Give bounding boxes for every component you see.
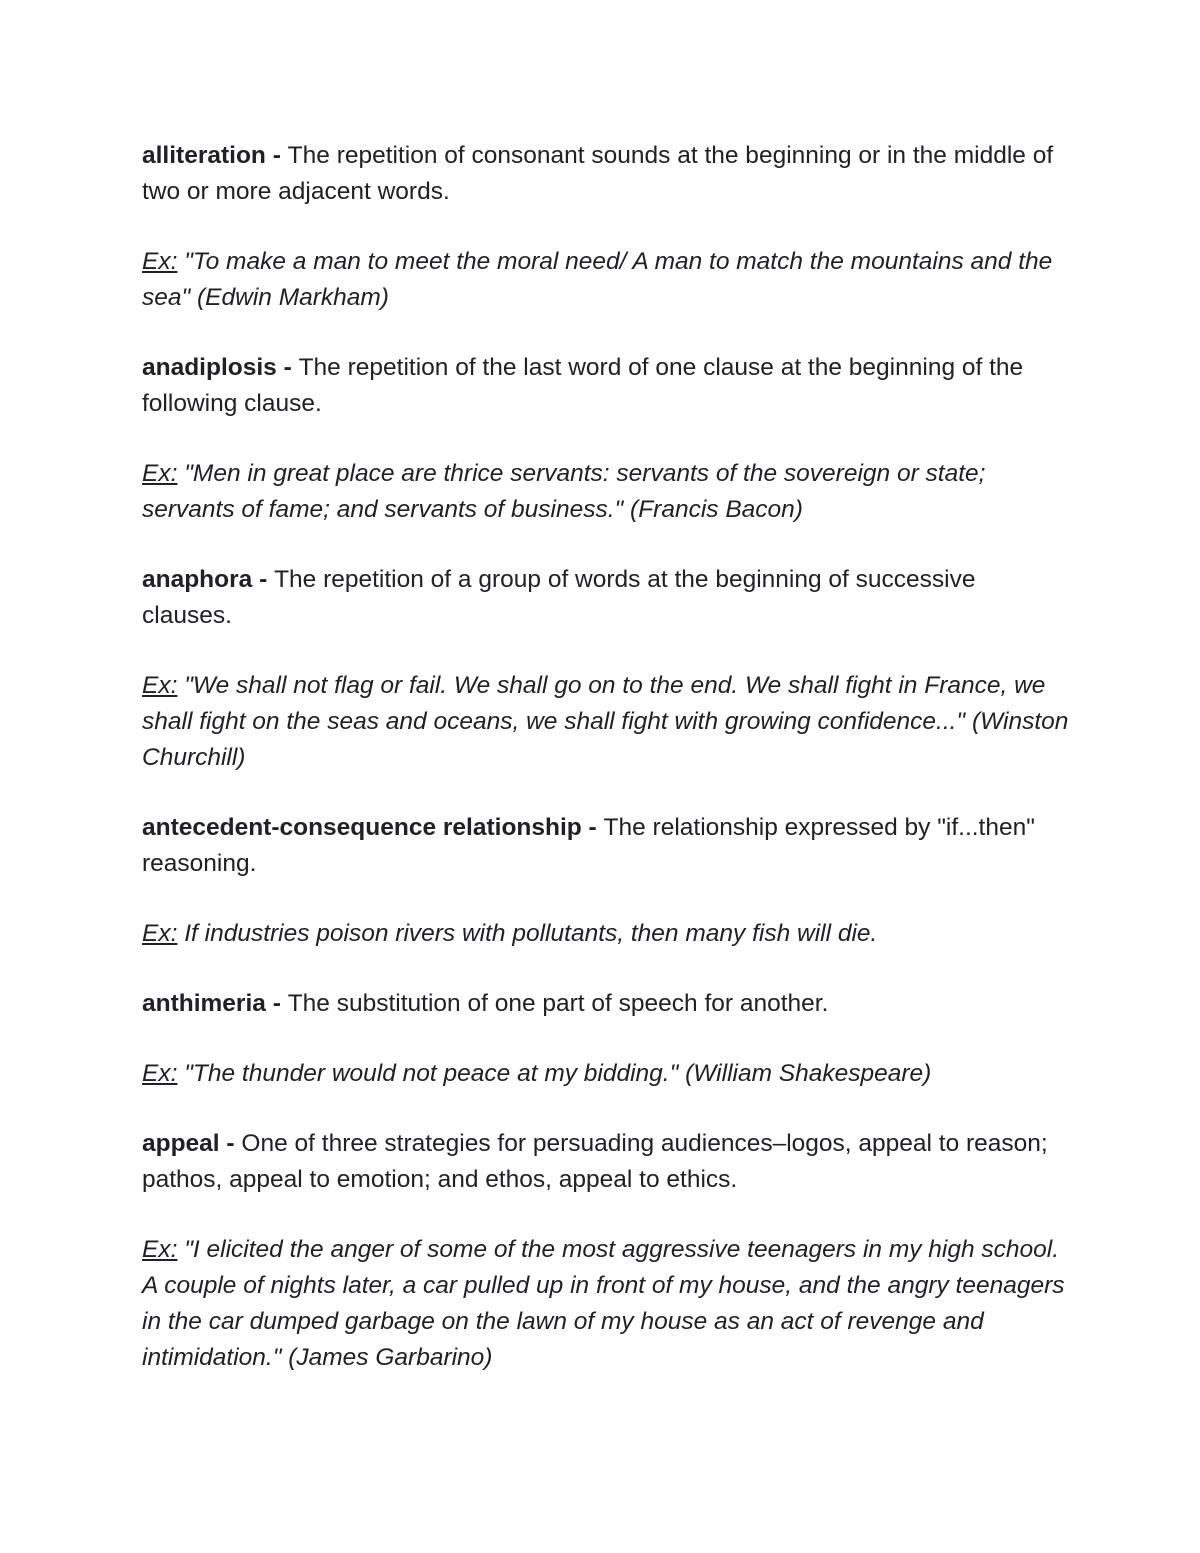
- term: antecedent-consequence relationship: [142, 814, 582, 841]
- definition-text: The repetition of the last word of one clause at the beginning of the following clause.: [142, 354, 1024, 417]
- entry-anaphora: [142, 562, 1072, 776]
- example-paragraph: [142, 668, 1072, 776]
- definition-text: The relationship expressed by "if...then" reasoning.: [142, 814, 1035, 877]
- entry-alliteration: [142, 138, 1072, 316]
- example-text: If industries poison rivers with pollutants, then many fish will die.: [177, 920, 878, 947]
- entry-antecedent-consequence: [142, 810, 1072, 952]
- example-paragraph: [142, 244, 1072, 316]
- definition-text: The substitution of one part of speech for another.: [287, 990, 829, 1017]
- example-text: "To make a man to meet the moral need/ A man to match the mountains and the sea" (Edwin Markham): [142, 248, 1053, 311]
- definition-paragraph: [142, 562, 1072, 634]
- example-text: "The thunder would not peace at my bidding." (William Shakespeare): [177, 1060, 932, 1087]
- definition-paragraph: [142, 810, 1072, 882]
- example-label: Ex:: [142, 1060, 178, 1087]
- example-text: "Men in great place are thrice servants: servants of the sovereign or state; servants of fame; and servants of business." (Francis Bacon): [142, 460, 986, 523]
- definition-text: The repetition of consonant sounds at the beginning or in the middle of two or more adjacent words.: [142, 142, 1054, 205]
- definition-paragraph: [142, 350, 1072, 422]
- definition-paragraph: [142, 138, 1072, 210]
- term: anadiplosis: [142, 354, 277, 381]
- document-page: [142, 138, 1072, 1410]
- term: alliteration: [142, 142, 266, 169]
- term-separator: -: [252, 566, 275, 593]
- term-separator: -: [265, 142, 288, 169]
- term-separator: -: [219, 1130, 242, 1157]
- example-paragraph: [142, 456, 1072, 528]
- definition-text: One of three strategies for persuading audiences–logos, appeal to reason; pathos, appeal to emotion; and ethos, appeal to ethics.: [142, 1130, 1048, 1193]
- example-paragraph: [142, 1056, 1072, 1092]
- entry-appeal: [142, 1126, 1072, 1376]
- example-paragraph: [142, 1232, 1072, 1376]
- term-separator: -: [276, 354, 299, 381]
- term-separator: -: [581, 814, 604, 841]
- example-text: "I elicited the anger of some of the most aggressive teenagers in my high school. A couple of nights later, a car pulled up in front of my house, and the angry teenagers in the car dumped garbage on the lawn of my house as an act of revenge and intimidation." (James Garbarino): [142, 1236, 1065, 1371]
- example-paragraph: [142, 916, 1072, 952]
- term-separator: -: [265, 990, 288, 1017]
- example-label: Ex:: [142, 460, 178, 487]
- definition-text: The repetition of a group of words at the beginning of successive clauses.: [142, 566, 976, 629]
- definition-paragraph: [142, 986, 1072, 1022]
- example-label: Ex:: [142, 920, 178, 947]
- term: anaphora: [142, 566, 253, 593]
- example-label: Ex:: [142, 672, 178, 699]
- entry-anthimeria: [142, 986, 1072, 1092]
- example-label: Ex:: [142, 1236, 178, 1263]
- entry-anadiplosis: [142, 350, 1072, 528]
- example-label: Ex:: [142, 248, 178, 275]
- term: anthimeria: [142, 990, 266, 1017]
- example-text: "We shall not flag or fail. We shall go on to the end. We shall fight in France, we shall fight on the seas and oceans, we shall fight with growing confidence..." (Winston Churchill): [142, 672, 1069, 771]
- term: appeal: [142, 1130, 220, 1157]
- definition-paragraph: [142, 1126, 1072, 1198]
